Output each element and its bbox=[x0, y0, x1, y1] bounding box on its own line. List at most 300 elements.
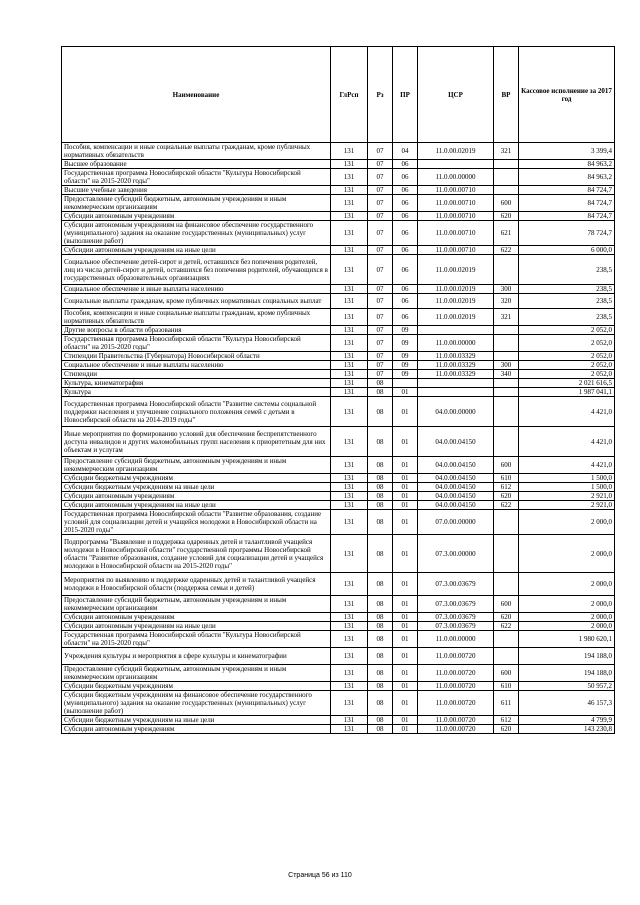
cell-name: Государственная программа Новосибирской области "Культура Новосибирской области" на 2015-2020 годы" bbox=[62, 631, 331, 648]
cell-pr: 06 bbox=[393, 160, 418, 169]
cell-pr: 01 bbox=[393, 691, 418, 716]
cell-name: Субсидии бюджетным учреждениям на иные цели bbox=[62, 716, 331, 725]
cell-name: Предоставление субсидий бюджетным, автономным учреждениям и иным некоммерческим организациям bbox=[62, 596, 331, 613]
cell-csr: 11.0.00.00720 bbox=[418, 648, 494, 665]
cell-csr: 07.3.00.03679 bbox=[418, 596, 494, 613]
cell-rz: 08 bbox=[368, 388, 393, 397]
cell-csr: 11.0.00.02019 bbox=[418, 285, 494, 294]
cell-rz: 08 bbox=[368, 492, 393, 501]
cell-vr: 610 bbox=[494, 474, 519, 483]
cell-vr: 622 bbox=[494, 246, 519, 255]
cell-amount: 2 021 616,5 bbox=[519, 379, 615, 388]
cell-rz: 07 bbox=[368, 143, 393, 160]
cell-name: Государственная программа Новосибирской области "Культура Новосибирской области" на 2015-2020 годы" bbox=[62, 335, 331, 352]
table-row bbox=[62, 510, 615, 535]
cell-name: Субсидии автономным учреждениям на иные цели bbox=[62, 501, 331, 510]
cell-glrsp: 131 bbox=[331, 716, 368, 725]
header-vr: ВР bbox=[494, 47, 519, 143]
cell-name: Субсидии автономным учреждениям на иные цели bbox=[62, 246, 331, 255]
cell-vr bbox=[494, 535, 519, 573]
cell-amount: 2 052,0 bbox=[519, 370, 615, 379]
table-row bbox=[62, 501, 615, 510]
cell-rz: 08 bbox=[368, 457, 393, 474]
table-row bbox=[62, 246, 615, 255]
cell-pr: 09 bbox=[393, 352, 418, 361]
cell-name: Высшие учебные заведения bbox=[62, 186, 331, 195]
cell-glrsp: 131 bbox=[331, 427, 368, 457]
cell-vr bbox=[494, 326, 519, 335]
cell-vr: 621 bbox=[494, 221, 519, 246]
table-row bbox=[62, 474, 615, 483]
cell-glrsp: 131 bbox=[331, 622, 368, 631]
cell-amount: 2 052,0 bbox=[519, 335, 615, 352]
cell-csr: 04.0.00.04150 bbox=[418, 427, 494, 457]
cell-rz: 08 bbox=[368, 725, 393, 734]
cell-name: Пособия, компенсации и иные социальные выплаты гражданам, кроме публичных нормативных обязательств bbox=[62, 143, 331, 160]
cell-vr bbox=[494, 648, 519, 665]
table-row bbox=[62, 716, 615, 725]
cell-glrsp: 131 bbox=[331, 370, 368, 379]
cell-csr: 07.0.00.00000 bbox=[418, 510, 494, 535]
table-row bbox=[62, 691, 615, 716]
cell-vr: 612 bbox=[494, 716, 519, 725]
cell-vr: 620 bbox=[494, 613, 519, 622]
cell-amount: 2 921,0 bbox=[519, 492, 615, 501]
cell-rz: 08 bbox=[368, 665, 393, 682]
cell-pr: 01 bbox=[393, 725, 418, 734]
cell-pr: 01 bbox=[393, 457, 418, 474]
table-row bbox=[62, 361, 615, 370]
cell-rz: 07 bbox=[368, 294, 393, 309]
cell-csr: 11.0.00.02019 bbox=[418, 294, 494, 309]
cell-csr: 11.0.00.02019 bbox=[418, 143, 494, 160]
cell-vr bbox=[494, 379, 519, 388]
cell-pr: 06 bbox=[393, 169, 418, 186]
table-row bbox=[62, 573, 615, 596]
cell-vr: 622 bbox=[494, 501, 519, 510]
cell-rz: 07 bbox=[368, 361, 393, 370]
cell-rz: 08 bbox=[368, 397, 393, 427]
cell-csr: 11.0.00.00710 bbox=[418, 195, 494, 212]
cell-glrsp: 131 bbox=[331, 483, 368, 492]
cell-name: Субсидии автономным учреждениям на финансовое обеспечение государственного (муниципального) задания на оказание государственных (муниципальных) услуг (выполнение работ) bbox=[62, 221, 331, 246]
cell-amount: 2 000,0 bbox=[519, 613, 615, 622]
cell-amount: 2 000,0 bbox=[519, 622, 615, 631]
cell-pr: 06 bbox=[393, 285, 418, 294]
table-row bbox=[62, 665, 615, 682]
table-row bbox=[62, 212, 615, 221]
cell-amount: 194 188,0 bbox=[519, 648, 615, 665]
cell-glrsp: 131 bbox=[331, 725, 368, 734]
cell-pr: 04 bbox=[393, 143, 418, 160]
cell-amount: 2 052,0 bbox=[519, 361, 615, 370]
cell-vr: 321 bbox=[494, 143, 519, 160]
cell-amount: 238,5 bbox=[519, 294, 615, 309]
table-row bbox=[62, 492, 615, 501]
cell-pr: 01 bbox=[393, 573, 418, 596]
cell-vr bbox=[494, 631, 519, 648]
cell-amount: 2 052,0 bbox=[519, 352, 615, 361]
cell-amount: 3 399,4 bbox=[519, 143, 615, 160]
cell-rz: 07 bbox=[368, 246, 393, 255]
cell-rz: 08 bbox=[368, 613, 393, 622]
cell-amount: 50 957,2 bbox=[519, 682, 615, 691]
table-row bbox=[62, 682, 615, 691]
cell-pr: 06 bbox=[393, 255, 418, 285]
cell-name: Культура, кинематография bbox=[62, 379, 331, 388]
cell-rz: 08 bbox=[368, 631, 393, 648]
cell-vr: 610 bbox=[494, 682, 519, 691]
cell-amount: 194 188,0 bbox=[519, 665, 615, 682]
cell-name: Социальное обеспечение и иные выплаты населению bbox=[62, 361, 331, 370]
cell-glrsp: 131 bbox=[331, 294, 368, 309]
cell-glrsp: 131 bbox=[331, 326, 368, 335]
table-row bbox=[62, 457, 615, 474]
cell-amount: 143 230,8 bbox=[519, 725, 615, 734]
cell-vr: 620 bbox=[494, 725, 519, 734]
cell-glrsp: 131 bbox=[331, 457, 368, 474]
cell-name: Субсидии автономным учреждениям bbox=[62, 212, 331, 221]
cell-glrsp: 131 bbox=[331, 352, 368, 361]
cell-rz: 07 bbox=[368, 335, 393, 352]
cell-amount: 2 000,0 bbox=[519, 535, 615, 573]
cell-glrsp: 131 bbox=[331, 335, 368, 352]
cell-rz: 08 bbox=[368, 510, 393, 535]
cell-amount: 4 421,0 bbox=[519, 457, 615, 474]
cell-rz: 08 bbox=[368, 535, 393, 573]
table-row bbox=[62, 596, 615, 613]
header-row bbox=[62, 47, 615, 143]
cell-csr: 04.0.00.04150 bbox=[418, 492, 494, 501]
cell-amount: 238,5 bbox=[519, 285, 615, 294]
cell-glrsp: 131 bbox=[331, 169, 368, 186]
cell-csr: 11.0.00.03329 bbox=[418, 352, 494, 361]
cell-vr: 612 bbox=[494, 483, 519, 492]
cell-name: Субсидии автономным учреждениям на иные цели bbox=[62, 622, 331, 631]
cell-glrsp: 131 bbox=[331, 255, 368, 285]
cell-glrsp: 131 bbox=[331, 246, 368, 255]
cell-csr: 11.0.00.00000 bbox=[418, 631, 494, 648]
cell-csr: 04.0.00.04150 bbox=[418, 457, 494, 474]
cell-amount: 4 421,0 bbox=[519, 397, 615, 427]
cell-csr: 11.0.00.03329 bbox=[418, 361, 494, 370]
cell-name: Предоставление субсидий бюджетным, автономным учреждениям и иным некоммерческим организациям bbox=[62, 665, 331, 682]
table-row bbox=[62, 379, 615, 388]
cell-pr: 06 bbox=[393, 221, 418, 246]
cell-glrsp: 131 bbox=[331, 361, 368, 370]
cell-vr bbox=[494, 169, 519, 186]
cell-pr: 06 bbox=[393, 195, 418, 212]
header-name: Наименование bbox=[62, 47, 331, 143]
cell-pr: 01 bbox=[393, 501, 418, 510]
cell-glrsp: 131 bbox=[331, 212, 368, 221]
table-row bbox=[62, 483, 615, 492]
cell-glrsp: 131 bbox=[331, 573, 368, 596]
cell-name: Высшее образование bbox=[62, 160, 331, 169]
cell-amount: 238,5 bbox=[519, 255, 615, 285]
cell-pr: 06 bbox=[393, 186, 418, 195]
cell-vr: 300 bbox=[494, 285, 519, 294]
cell-amount: 6 000,0 bbox=[519, 246, 615, 255]
cell-rz: 08 bbox=[368, 501, 393, 510]
cell-amount: 2 000,0 bbox=[519, 573, 615, 596]
cell-vr bbox=[494, 388, 519, 397]
table-row bbox=[62, 294, 615, 309]
cell-amount: 4 421,0 bbox=[519, 427, 615, 457]
cell-vr: 600 bbox=[494, 195, 519, 212]
cell-name: Государственная программа Новосибирской области "Развитие образования, создание условий для социализации детей и учащейся молодежи в Новосибирской области на 2015-2020 годы" bbox=[62, 510, 331, 535]
cell-glrsp: 131 bbox=[331, 186, 368, 195]
cell-csr: 11.0.00.03329 bbox=[418, 370, 494, 379]
cell-pr: 01 bbox=[393, 665, 418, 682]
cell-name: Стипендии bbox=[62, 370, 331, 379]
table-row bbox=[62, 335, 615, 352]
cell-amount: 1 500,0 bbox=[519, 483, 615, 492]
cell-csr: 11.0.00.00720 bbox=[418, 691, 494, 716]
cell-amount: 4 799,9 bbox=[519, 716, 615, 725]
cell-name: Государственная программа Новосибирской области "Развитие системы социальной поддержки населения и улучшение социального положения семей с детьми в Новосибирской области на 2014-2019 годы" bbox=[62, 397, 331, 427]
cell-rz: 07 bbox=[368, 186, 393, 195]
cell-rz: 08 bbox=[368, 622, 393, 631]
cell-csr: 07.3.00.03679 bbox=[418, 622, 494, 631]
cell-vr bbox=[494, 397, 519, 427]
cell-csr bbox=[418, 160, 494, 169]
cell-csr: 11.0.00.00710 bbox=[418, 246, 494, 255]
cell-pr: 01 bbox=[393, 648, 418, 665]
cell-vr bbox=[494, 160, 519, 169]
cell-csr: 11.0.00.00720 bbox=[418, 716, 494, 725]
cell-vr: 321 bbox=[494, 309, 519, 326]
cell-glrsp: 131 bbox=[331, 492, 368, 501]
cell-rz: 07 bbox=[368, 370, 393, 379]
cell-rz: 08 bbox=[368, 474, 393, 483]
cell-csr: 11.0.00.00000 bbox=[418, 169, 494, 186]
cell-name: Социальное обеспечение и иные выплаты населению bbox=[62, 285, 331, 294]
cell-rz: 07 bbox=[368, 255, 393, 285]
cell-rz: 07 bbox=[368, 212, 393, 221]
cell-pr: 01 bbox=[393, 631, 418, 648]
cell-name: Пособия, компенсации и иные социальные выплаты гражданам, кроме публичных нормативных обязательств bbox=[62, 309, 331, 326]
cell-name: Учреждения культуры и мероприятия в сфере культуры и кинематографии bbox=[62, 648, 331, 665]
cell-glrsp: 131 bbox=[331, 510, 368, 535]
cell-name: Субсидии бюджетным учреждениям bbox=[62, 682, 331, 691]
cell-rz: 08 bbox=[368, 682, 393, 691]
cell-csr: 11.0.00.00710 bbox=[418, 186, 494, 195]
cell-csr: 11.0.00.00720 bbox=[418, 682, 494, 691]
table-row bbox=[62, 613, 615, 622]
table-row bbox=[62, 388, 615, 397]
cell-pr: 06 bbox=[393, 309, 418, 326]
cell-pr: 01 bbox=[393, 427, 418, 457]
cell-rz: 07 bbox=[368, 309, 393, 326]
cell-name: Стипендии Правительства (Губернатора) Новосибирской области bbox=[62, 352, 331, 361]
cell-glrsp: 131 bbox=[331, 143, 368, 160]
cell-vr: 340 bbox=[494, 370, 519, 379]
cell-glrsp: 131 bbox=[331, 309, 368, 326]
cell-rz: 07 bbox=[368, 195, 393, 212]
cell-glrsp: 131 bbox=[331, 535, 368, 573]
cell-name: Иные мероприятия по формированию условий для обеспечения беспрепятственного доступа инвалидов и других маломобильных групп населения к приоритетным для них объектам и услугам bbox=[62, 427, 331, 457]
cell-rz: 07 bbox=[368, 285, 393, 294]
table-row bbox=[62, 370, 615, 379]
table-row bbox=[62, 195, 615, 212]
cell-name: Субсидии автономным учреждениям bbox=[62, 613, 331, 622]
page-number: Страница 56 из 110 bbox=[288, 872, 352, 879]
cell-csr: 04.0.00.00000 bbox=[418, 397, 494, 427]
cell-rz: 07 bbox=[368, 326, 393, 335]
cell-csr: 11.0.00.00710 bbox=[418, 221, 494, 246]
cell-vr: 611 bbox=[494, 691, 519, 716]
cell-csr: 04.0.00.04150 bbox=[418, 501, 494, 510]
cell-rz: 07 bbox=[368, 221, 393, 246]
cell-pr: 06 bbox=[393, 246, 418, 255]
cell-amount: 46 157,3 bbox=[519, 691, 615, 716]
cell-glrsp: 131 bbox=[331, 285, 368, 294]
cell-glrsp: 131 bbox=[331, 221, 368, 246]
cell-amount: 2 921,0 bbox=[519, 501, 615, 510]
cell-amount: 238,5 bbox=[519, 309, 615, 326]
cell-glrsp: 131 bbox=[331, 682, 368, 691]
cell-amount: 1 500,0 bbox=[519, 474, 615, 483]
cell-vr: 600 bbox=[494, 596, 519, 613]
cell-amount: 1 980 620,1 bbox=[519, 631, 615, 648]
cell-csr: 07.3.00.03679 bbox=[418, 613, 494, 622]
cell-vr bbox=[494, 335, 519, 352]
cell-glrsp: 131 bbox=[331, 388, 368, 397]
cell-vr bbox=[494, 427, 519, 457]
table-row bbox=[62, 622, 615, 631]
cell-glrsp: 131 bbox=[331, 665, 368, 682]
cell-pr: 01 bbox=[393, 716, 418, 725]
table-row bbox=[62, 221, 615, 246]
cell-pr bbox=[393, 379, 418, 388]
cell-vr bbox=[494, 255, 519, 285]
cell-pr: 01 bbox=[393, 535, 418, 573]
cell-pr: 01 bbox=[393, 682, 418, 691]
cell-rz: 07 bbox=[368, 169, 393, 186]
cell-vr bbox=[494, 186, 519, 195]
cell-name: Предоставление субсидий бюджетным, автономным учреждениям и иным некоммерческим организациям bbox=[62, 195, 331, 212]
cell-glrsp: 131 bbox=[331, 631, 368, 648]
table-row bbox=[62, 352, 615, 361]
cell-rz: 07 bbox=[368, 160, 393, 169]
cell-name: Субсидии бюджетным учреждениям bbox=[62, 474, 331, 483]
cell-vr: 620 bbox=[494, 212, 519, 221]
cell-rz: 08 bbox=[368, 379, 393, 388]
cell-amount: 2 000,0 bbox=[519, 596, 615, 613]
cell-rz: 08 bbox=[368, 427, 393, 457]
cell-glrsp: 131 bbox=[331, 160, 368, 169]
table-row bbox=[62, 648, 615, 665]
cell-rz: 08 bbox=[368, 483, 393, 492]
header-pr: ПР bbox=[393, 47, 418, 143]
cell-csr bbox=[418, 326, 494, 335]
cell-name: Субсидии автономным учреждениям bbox=[62, 492, 331, 501]
table-row bbox=[62, 326, 615, 335]
cell-pr: 01 bbox=[393, 474, 418, 483]
cell-csr: 11.0.00.00710 bbox=[418, 212, 494, 221]
cell-glrsp: 131 bbox=[331, 596, 368, 613]
cell-pr: 01 bbox=[393, 622, 418, 631]
cell-pr: 01 bbox=[393, 510, 418, 535]
cell-amount: 1 987 041,1 bbox=[519, 388, 615, 397]
table-row bbox=[62, 427, 615, 457]
cell-csr bbox=[418, 379, 494, 388]
cell-name: Культура bbox=[62, 388, 331, 397]
cell-pr: 01 bbox=[393, 492, 418, 501]
cell-pr: 01 bbox=[393, 596, 418, 613]
header-csr: ЦСР bbox=[418, 47, 494, 143]
header-rz: Рз bbox=[368, 47, 393, 143]
cell-csr: 11.0.00.00720 bbox=[418, 665, 494, 682]
cell-pr: 09 bbox=[393, 361, 418, 370]
table-row bbox=[62, 285, 615, 294]
table-row bbox=[62, 309, 615, 326]
cell-name: Предоставление субсидий бюджетным, автономным учреждениям и иным некоммерческим организациям bbox=[62, 457, 331, 474]
budget-table bbox=[61, 46, 615, 734]
cell-amount: 84 963,2 bbox=[519, 160, 615, 169]
cell-vr bbox=[494, 510, 519, 535]
cell-rz: 08 bbox=[368, 648, 393, 665]
cell-pr: 01 bbox=[393, 613, 418, 622]
cell-glrsp: 131 bbox=[331, 613, 368, 622]
table-row bbox=[62, 631, 615, 648]
table-row bbox=[62, 186, 615, 195]
cell-name: Социальные выплаты гражданам, кроме публичных нормативных социальных выплат bbox=[62, 294, 331, 309]
cell-pr: 09 bbox=[393, 335, 418, 352]
cell-csr: 07.3.00.03679 bbox=[418, 573, 494, 596]
cell-vr bbox=[494, 573, 519, 596]
cell-pr: 01 bbox=[393, 388, 418, 397]
cell-name: Мероприятия по выявлению и поддержке одаренных детей и талантливой учащейся молодежи в Новосибирской области (поддержка семьи и детей) bbox=[62, 573, 331, 596]
cell-glrsp: 131 bbox=[331, 501, 368, 510]
cell-vr bbox=[494, 352, 519, 361]
cell-amount: 78 724,7 bbox=[519, 221, 615, 246]
cell-csr bbox=[418, 388, 494, 397]
cell-amount: 84 724,7 bbox=[519, 212, 615, 221]
cell-glrsp: 131 bbox=[331, 195, 368, 212]
cell-vr: 320 bbox=[494, 294, 519, 309]
cell-glrsp: 131 bbox=[331, 691, 368, 716]
cell-glrsp: 131 bbox=[331, 397, 368, 427]
cell-csr: 07.3.00.00000 bbox=[418, 535, 494, 573]
cell-rz: 08 bbox=[368, 573, 393, 596]
cell-pr: 01 bbox=[393, 483, 418, 492]
cell-csr: 11.0.00.00000 bbox=[418, 335, 494, 352]
cell-csr: 04.0.00.04150 bbox=[418, 474, 494, 483]
cell-name: Субсидии бюджетным учреждениям на иные цели bbox=[62, 483, 331, 492]
table-row bbox=[62, 535, 615, 573]
cell-vr: 600 bbox=[494, 665, 519, 682]
cell-name: Социальное обеспечение детей-сирот и детей, оставшихся без попечения родителей, лиц из числа детей-сирот и детей, оставшихся без попечения родителей, обучающихся в государственных образовательных организациях bbox=[62, 255, 331, 285]
cell-name: Государственная программа Новосибирской области "Культура Новосибирской области" на 2015-2020 годы" bbox=[62, 169, 331, 186]
cell-name: Субсидии автономным учреждениям bbox=[62, 725, 331, 734]
cell-pr: 09 bbox=[393, 326, 418, 335]
cell-csr: 11.0.00.02019 bbox=[418, 309, 494, 326]
cell-csr: 11.0.00.00720 bbox=[418, 725, 494, 734]
cell-pr: 06 bbox=[393, 294, 418, 309]
table-row bbox=[62, 143, 615, 160]
cell-vr: 620 bbox=[494, 492, 519, 501]
cell-vr: 622 bbox=[494, 622, 519, 631]
table-row bbox=[62, 169, 615, 186]
cell-amount: 84 724,7 bbox=[519, 195, 615, 212]
cell-name: Субсидии бюджетным учреждениям на финансовое обеспечение государственного (муниципального) задания на оказание государственных (муниципальных) услуг (выполнение работ) bbox=[62, 691, 331, 716]
table-row bbox=[62, 255, 615, 285]
header-glrsp: ГлРсп bbox=[331, 47, 368, 143]
cell-name: Другие вопросы в области образования bbox=[62, 326, 331, 335]
cell-pr: 01 bbox=[393, 397, 418, 427]
